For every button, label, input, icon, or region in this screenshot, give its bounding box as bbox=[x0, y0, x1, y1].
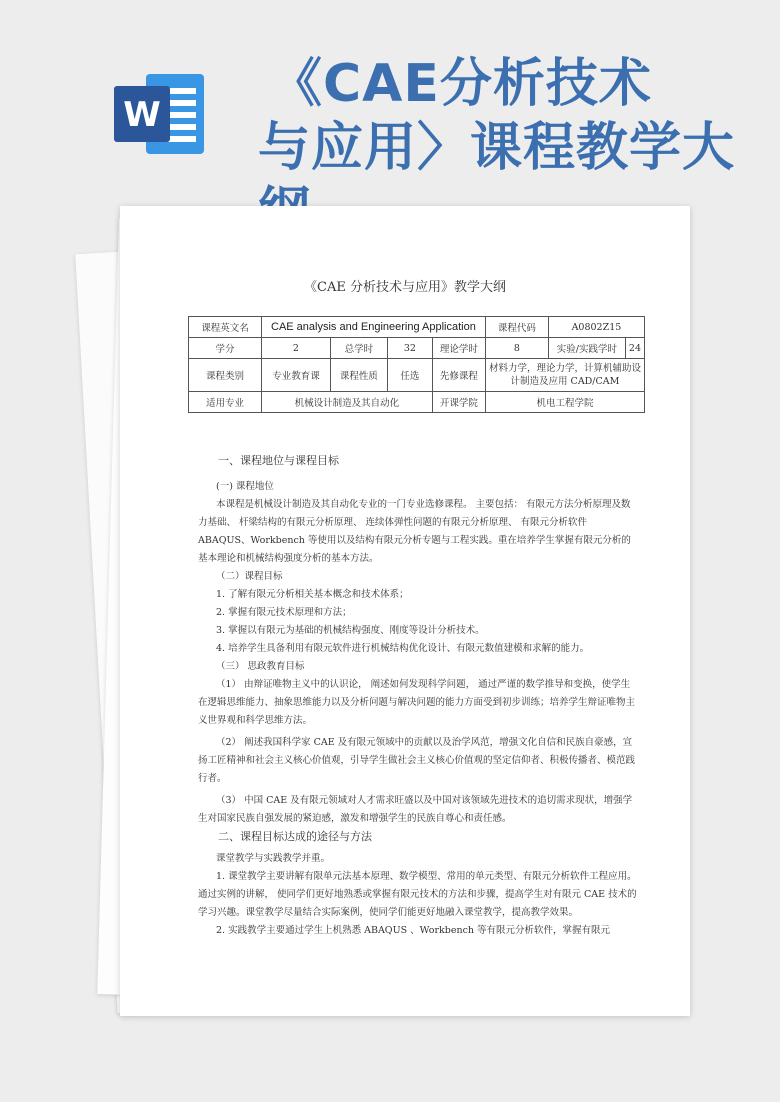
subsection-heading: (一) 课程地位 bbox=[216, 481, 274, 492]
banner bbox=[0, 0, 780, 190]
table-cell: 总学时 bbox=[330, 338, 387, 359]
document-title: 《CAE 分析技术与应用》教学大纲 bbox=[304, 280, 506, 295]
table-cell: 适用专业 bbox=[189, 392, 262, 413]
table-cell: 理论学时 bbox=[432, 338, 485, 359]
table-cell: 实验/实践学时 bbox=[548, 338, 625, 359]
table-row bbox=[189, 317, 645, 338]
list-item: 3. 掌握以有限元为基础的机械结构强度、刚度等设计分析技术。 bbox=[216, 625, 485, 636]
banner-title-line1: 《CAE分析技术 bbox=[270, 54, 652, 114]
prerequisite-line: 材料力学，理论力学，计算机辅助设 bbox=[488, 363, 641, 374]
paragraph: 1. 课堂教学主要讲解有限单元法基本原理、数学模型、常用的单元类型、有限元分析软件工程应用。 通过实例的讲解， 使同学们更好地熟悉或掌握有限元技术的方法和步骤，提高学生对有限元 CAE 技术的学习兴趣。课堂教学尽量结合实际案例，使同学们能更好地融入课堂教学，提高教学效果。 bbox=[198, 871, 637, 918]
table-cell: 32 bbox=[387, 338, 432, 359]
paragraph: （2） 阐述我国科学家 CAE 及有限元领域中的贡献以及治学风范，增强文化自信和民族自豪感，宣扬工匠精神和社会主义核心价值观，引导学生做社会主义核心价值观的坚定信仰者、积极传播者、模范践行者。 bbox=[198, 737, 636, 784]
table-cell: 先修课程 bbox=[432, 359, 485, 392]
table-cell: 8 bbox=[485, 338, 548, 359]
word-logo-icon bbox=[112, 66, 208, 162]
table-cell: 机电工程学院 bbox=[485, 392, 644, 413]
table-cell: 课程类别 bbox=[189, 359, 262, 392]
paragraph: 课堂教学与实践教学并重。 bbox=[216, 853, 331, 864]
table-cell: 2 bbox=[261, 338, 330, 359]
table-cell: 24 bbox=[625, 338, 644, 359]
document-page bbox=[120, 206, 690, 1016]
paragraph: （3） 中国 CAE 及有限元领域对人才需求旺盛以及中国对该领域先进技术的追切需求现状，增强学生对国家民族自强发展的紧迫感，激发和增强学生的民族自尊心和责任感。 bbox=[198, 795, 633, 824]
course-info-table bbox=[188, 316, 645, 413]
list-item: 2. 掌握有限元技术原理和方法； bbox=[216, 607, 352, 618]
list-item: 1. 了解有限元分析相关基本概念和技术体系； bbox=[216, 589, 409, 600]
table-cell: 课程代码 bbox=[485, 317, 548, 338]
subsection-heading: （三） 思政教育目标 bbox=[216, 661, 305, 672]
table-cell: 任选 bbox=[387, 359, 432, 392]
table-cell: 开课学院 bbox=[432, 392, 485, 413]
subsection-heading: （二）课程目标 bbox=[216, 571, 283, 582]
list-item: 4. 培养学生具备利用有限元软件进行机械结构优化设计、有限元数值建模和求解的能力。 bbox=[216, 643, 590, 654]
table-cell: A0802Z15 bbox=[548, 317, 644, 338]
paragraph: 本课程是机械设计制造及其自动化专业的一门专业选修课程。 主要包括： 有限元方法分析原理及数力基础、 杆梁结构的有限元分析原理、 连续体弹性问题的有限元分析原理、 有限元分析软件 ABAQUS、Workbench 等使用以及结构有限元分析专题与工程实践。重在培养学生掌握有限元分析的基本理论和机械结构强度分析的基本方法。 bbox=[198, 499, 631, 564]
prerequisite-line: 计制造及应用 CAD/CAM bbox=[510, 376, 620, 387]
document-body bbox=[198, 452, 638, 940]
table-row bbox=[189, 338, 645, 359]
paragraph: 2. 实践教学主要通过学生上机熟悉 ABAQUS 、Workbench 等有限元分析软件，掌握有限元 bbox=[216, 925, 611, 936]
table-cell: CAE analysis and Engineering Application bbox=[261, 317, 485, 338]
table-cell: 课程英文名 bbox=[189, 317, 262, 338]
table-row bbox=[189, 359, 645, 392]
table-cell: 学分 bbox=[189, 338, 262, 359]
table-cell: 机械设计制造及其自动化 bbox=[261, 392, 432, 413]
svg-text:W: W bbox=[123, 95, 161, 135]
banner-title-line2: 与应用〉课程教学大 bbox=[258, 118, 736, 178]
table-cell-prerequisites bbox=[485, 359, 644, 392]
table-row bbox=[189, 392, 645, 413]
table-cell: 课程性质 bbox=[330, 359, 387, 392]
table-cell: 专业教育课 bbox=[261, 359, 330, 392]
section-heading: 二、课程目标达成的途径与方法 bbox=[218, 830, 372, 843]
section-heading: 一、课程地位与课程目标 bbox=[218, 454, 339, 467]
paragraph: （1） 由辩证唯物主义中的认识论， 阐述如何发现科学问题， 通过严谨的数学推导和变换，使学生在逻辑思维能力、抽象思维能力以及分析问题与解决问题的能力方面受到初步训练；培养学生辩证唯物主义世界观和科学思维方法。 bbox=[198, 679, 636, 726]
